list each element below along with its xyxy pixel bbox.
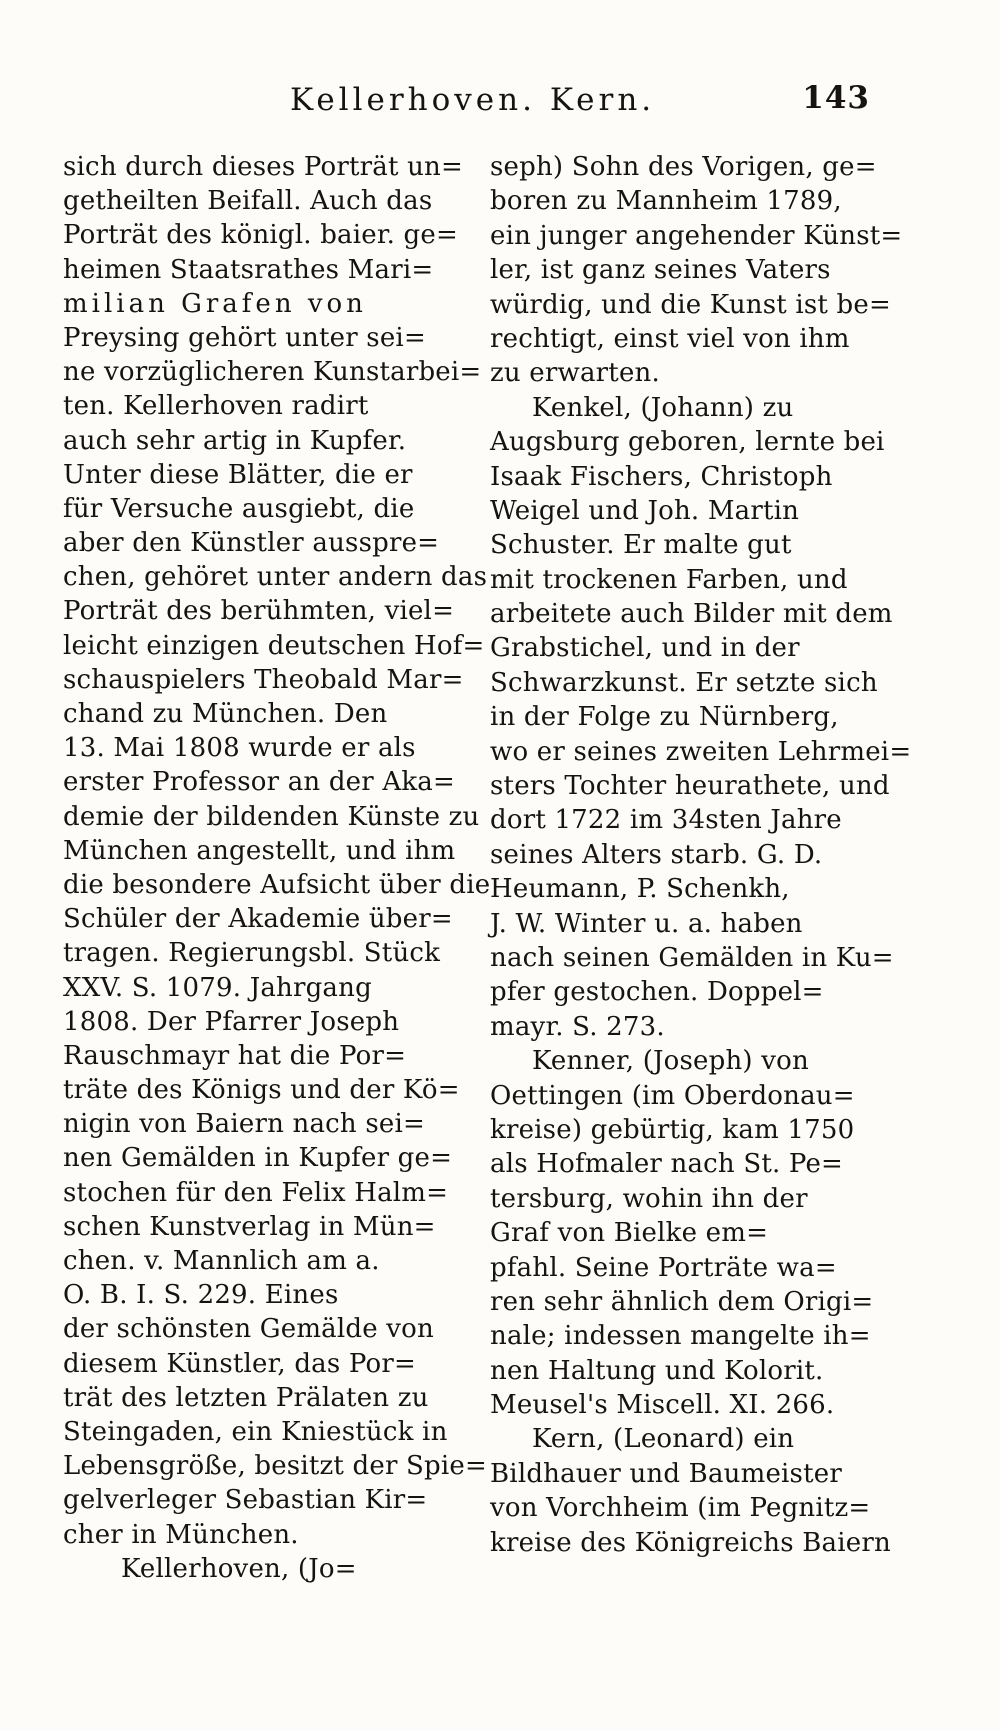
text-line: demie der bildenden Künste zu [63,801,480,832]
text-line: Oettingen (im Oberdonau= [490,1080,855,1111]
text-line: Grabstichel, und in der [490,633,800,664]
text-line: arbeitete auch Bilder mit dem [490,599,893,630]
text-line: tragen. Regierungsbl. Stück [63,938,441,969]
text-line: zu erwarten. [490,358,660,389]
text-line: würdig, und die Kunst ist be= [490,289,891,320]
text-line: schauspielers Theobald Mar= [63,664,464,695]
text-line: Schuster. Er malte gut [490,530,792,561]
text-line: wo er seines zweiten Lehrmei= [490,736,912,767]
text-line: chand zu München. Den [63,699,388,729]
text-line: nale; indessen mangelte ih= [490,1321,871,1352]
text-line: Kenkel, (Johann) zu [532,392,794,423]
text-line: ten. Kellerhoven radirt [63,391,369,422]
text-line: seines Alters starb. G. D. [490,839,823,870]
text-line: Unter diese Blätter, die er [63,459,413,490]
text-line: München angestellt, und ihm [63,835,456,866]
text-line: für Versuche ausgiebt, die [63,493,415,524]
text-line: Weigel und Joh. Martin [490,495,800,526]
text-line: XXV. S. 1079. Jahrgang [63,972,372,1003]
text-line: ler, ist ganz seines Vaters [490,255,831,286]
text-line: Heumann, P. Schenkh, [490,874,790,905]
text-line: auch sehr artig in Kupfer. [63,425,407,456]
text-line: 1808. Der Pfarrer Joseph [63,1006,400,1037]
text-line: seph) Sohn des Vorigen, ge= [490,152,877,182]
text-line: trät des letzten Prälaten zu [63,1382,429,1413]
text-line: Lebensgröße, besitzt der Spie= [63,1451,487,1482]
text-line: Steingaden, ein Kniestück in [63,1416,448,1447]
text-line: nen Gemälden in Kupfer ge= [63,1143,453,1174]
text-line: pfahl. Seine Porträte wa= [490,1252,837,1283]
text-line: Graf von Bielke em= [490,1218,769,1249]
text-line: von Vorchheim (im Pegnitz= [490,1493,871,1524]
text-line: ein junger angehender Künst= [490,220,903,251]
text-line: mayr. S. 273. [490,1011,665,1042]
text-line: sich durch dieses Porträt un= [63,152,463,182]
text-line: Schwarzkunst. Er setzte sich [490,667,878,698]
text-line: diesem Künstler, das Por= [63,1348,416,1379]
text-line: Meusel's Miscell. XI. 266. [490,1390,835,1421]
text-line: stochen für den Felix Halm= [63,1177,449,1208]
text-line: erster Professor an der Aka= [63,767,455,798]
text-line: ne vorzüglicheren Kunstarbei= [63,357,482,388]
text-line: boren zu Mannheim 1789, [490,186,842,217]
text-line: kreise) gebürtig, kam 1750 [490,1114,855,1145]
text-line: Porträt des berühmten, viel= [63,596,455,627]
text-line: in der Folge zu Nürnberg, [490,702,839,733]
right-column [490,150,912,1560]
text-line: chen. v. Mannlich am a. [63,1246,380,1276]
text-line: die besondere Aufsicht über die [63,869,491,900]
text-line: J. W. Winter u. a. haben [490,908,803,939]
text-line: Bildhauer und Baumeister [490,1458,842,1489]
text-line: cher in München. [63,1519,299,1550]
running-head: Kellerhoven. Kern. [290,82,656,118]
text-line: milian Grafen von [63,288,367,319]
text-line: Kern, (Leonard) ein [532,1424,795,1455]
page-number: 143 [802,80,870,116]
text-line: heimen Staatsrathes Mari= [63,254,434,285]
text-line: getheilten Beifall. Auch das [63,186,433,217]
text-line: gelverleger Sebastian Kir= [63,1485,428,1516]
text-line: Isaak Fischers, Christoph [490,461,833,492]
text-line: leicht einzigen deutschen Hof= [63,630,485,661]
text-line: Schüler der Akademie über= [63,904,453,935]
text-line: Kenner, (Joseph) von [532,1046,809,1077]
text-line: aber den Künstler ausspre= [63,528,440,559]
text-line: ren sehr ähnlich dem Origi= [490,1286,874,1317]
text-line: Preysing gehört unter sei= [63,322,426,353]
text-line: kreise des Königreichs Baiern [490,1527,891,1558]
text-line: 13. Mai 1808 wurde er als [63,733,416,764]
text-line: Rauschmayr hat die Por= [63,1040,407,1071]
text-line: träte des Königs und der Kö= [63,1075,460,1106]
text-line: O. B. I. S. 229. Eines [63,1280,339,1311]
text-line: schen Kunstverlag in Mün= [63,1211,436,1242]
text-line: der schönsten Gemälde von [63,1314,434,1345]
text-line: als Hofmaler nach St. Pe= [490,1149,844,1180]
text-line: pfer gestochen. Doppel= [490,977,824,1008]
text-line: Kellerhoven, (Jo= [121,1553,357,1584]
text-line: tersburg, wohin ihn der [490,1183,808,1214]
text-line: nen Haltung und Kolorit. [490,1355,824,1386]
text-line: chen, gehöret unter andern das [63,562,488,593]
text-line: nigin von Baiern nach sei= [63,1109,425,1140]
left-column [63,150,491,1586]
text-line: nach seinen Gemälden in Ku= [490,942,894,973]
text-line: rechtigt, einst viel von ihm [490,323,850,354]
text-line: sters Tochter heurathete, und [490,771,890,802]
text-line: mit trockenen Farben, und [490,564,848,595]
text-line: dort 1722 im 34sten Jahre [490,805,842,836]
text-line: Augsburg geboren, lernte bei [490,427,885,458]
text-line: Porträt des königl. baier. ge= [63,220,458,251]
